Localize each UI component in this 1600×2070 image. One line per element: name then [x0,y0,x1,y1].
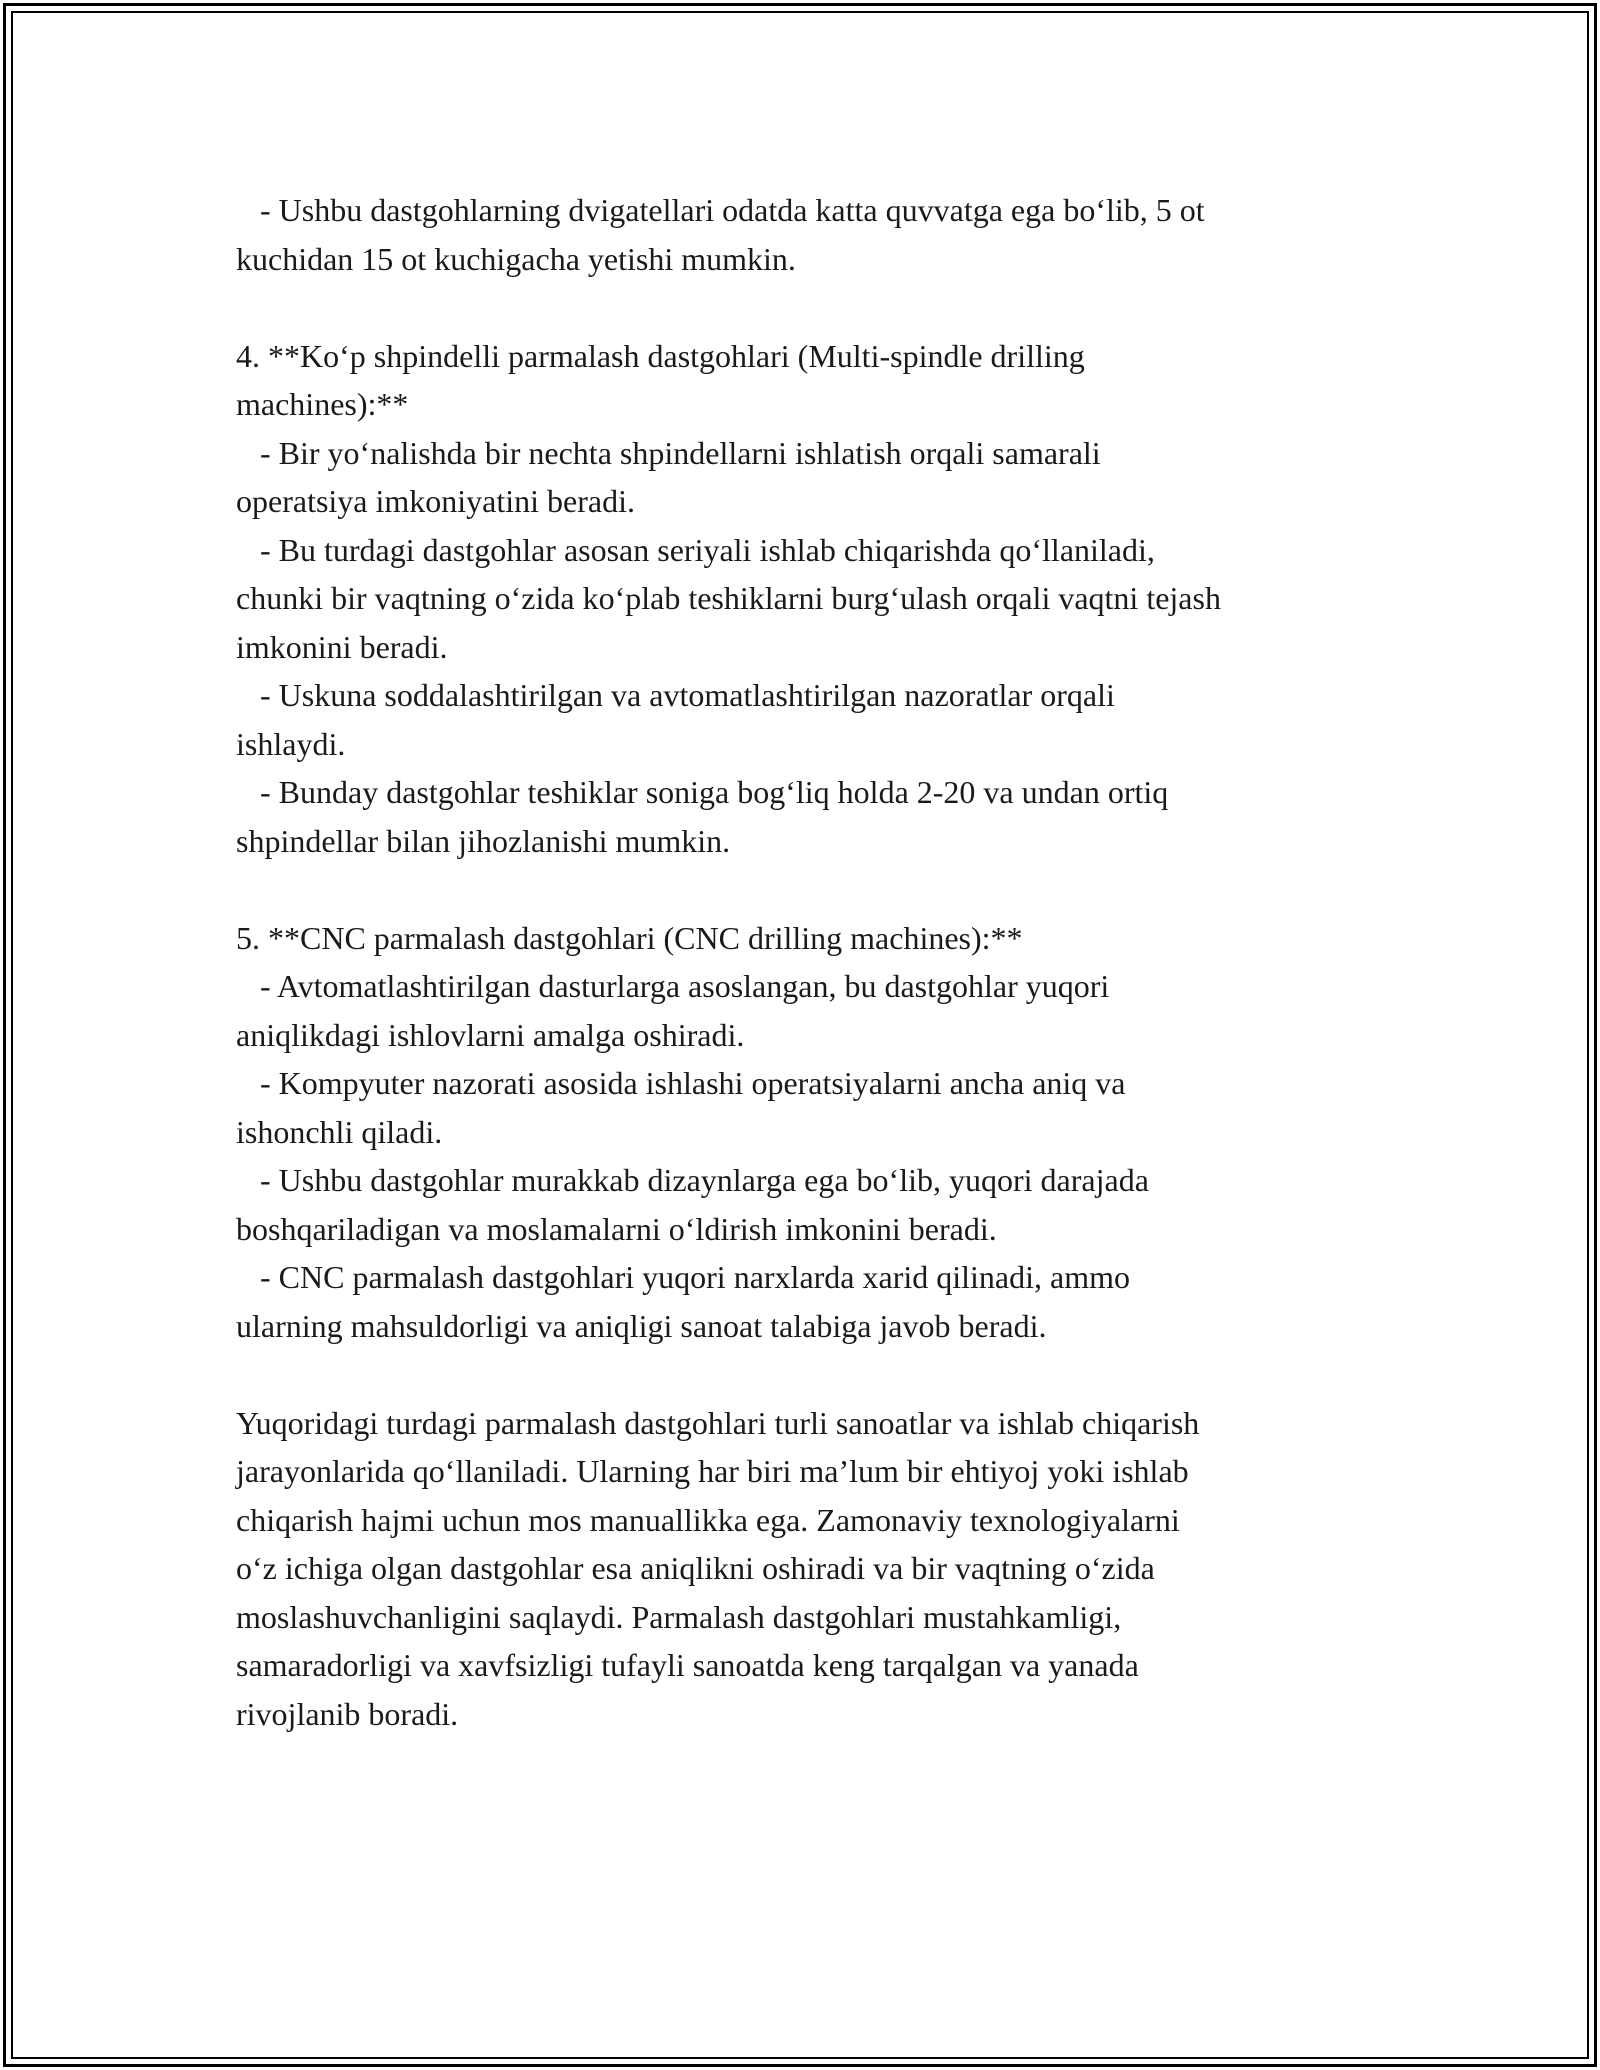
text-line: o‘z ichiga olgan dastgohlar esa aniqlikni oshiradi va bir vaqtning o‘zida [236,1550,1155,1586]
paragraph [236,914,1386,1351]
text-line: shpindellar bilan jihozlanishi mumkin. [236,822,731,859]
paragraph [236,332,1386,866]
text-line: - Ushbu dastgohlar murakkab dizaynlarga ega bo‘lib, yuqori darajada [236,1162,1149,1198]
text-line: ishonchli qiladi. [236,1113,443,1150]
text-line: ularning mahsuldorligi va aniqligi sanoat talabiga javob beradi. [236,1307,1047,1344]
text-line: samaradorligi va xavfsizligi tufayli sanoatda keng tarqalgan va yanada [236,1647,1139,1683]
text-line: - Bir yo‘nalishda bir nechta shpindellarni ishlatish orqali samarali [236,434,1101,471]
text-line: - Kompyuter nazorati asosida ishlashi operatsiyalarni ancha aniq va [236,1065,1126,1101]
text-line: operatsiya imkoniyatini beradi. [236,483,635,519]
paragraph-spacer [236,865,1386,914]
text-line: Yuqoridagi turdagi parmalash dastgohlari turli sanoatlar va ishlab chiqarish [236,1404,1200,1441]
text-line: - Avtomatlashtirilgan dasturlarga asoslangan, bu dastgohlar yuqori [236,968,1110,1004]
paragraph-spacer [236,1350,1386,1399]
paragraph [236,1399,1386,1739]
paragraph [236,186,1386,283]
text-line: chunki bir vaqtning o‘zida ko‘plab teshiklarni burg‘ulash orqali vaqtni tejash [236,580,1221,616]
paragraph-spacer [236,283,1386,332]
text-line: - Bu turdagi dastgohlar asosan seriyali ishlab chiqarishda qo‘llaniladi, [236,531,1155,568]
text-line: 5. **CNC parmalash dastgohlari (CNC drilling machines):** [236,919,1023,956]
text-line: 4. **Ko‘p shpindelli parmalash dastgohlari (Multi-spindle drilling [236,337,1085,374]
text-line: - Uskuna soddalashtirilgan va avtomatlashtirilgan nazoratlar orqali [236,677,1115,713]
text-line: imkonini beradi. [236,628,448,665]
text-line: machines):** [236,386,409,422]
text-line: chiqarish hajmi uchun mos manuallikka ega. Zamonaviy texnologiyalarni [236,1501,1180,1538]
text-line: kuchidan 15 ot kuchigacha yetishi mumkin. [236,240,796,277]
text-line: aniqlikdagi ishlovlarni amalga oshiradi. [236,1016,745,1053]
text-line: boshqariladigan va moslamalarni o‘ldirish imkonini beradi. [236,1210,997,1247]
text-line: - Ushbu dastgohlarning dvigatellari odatda katta quvvatga ega bo‘lib, 5 ot [236,192,1205,228]
text-line: ishlaydi. [236,725,346,762]
text-line: jarayonlarida qo‘llaniladi. Ularning har biri ma’lum bir ehtiyoj yoki ishlab [236,1453,1189,1489]
text-line: - Bunday dastgohlar teshiklar soniga bog‘liq holda 2-20 va undan ortiq [236,774,1169,810]
text-line: - CNC parmalash dastgohlari yuqori narxlarda xarid qilinadi, ammo [236,1259,1130,1295]
document-body [236,186,1386,1738]
text-line: rivojlanib boradi. [236,1695,459,1732]
text-line: moslashuvchanligini saqlaydi. Parmalash dastgohlari mustahkamligi, [236,1598,1122,1635]
